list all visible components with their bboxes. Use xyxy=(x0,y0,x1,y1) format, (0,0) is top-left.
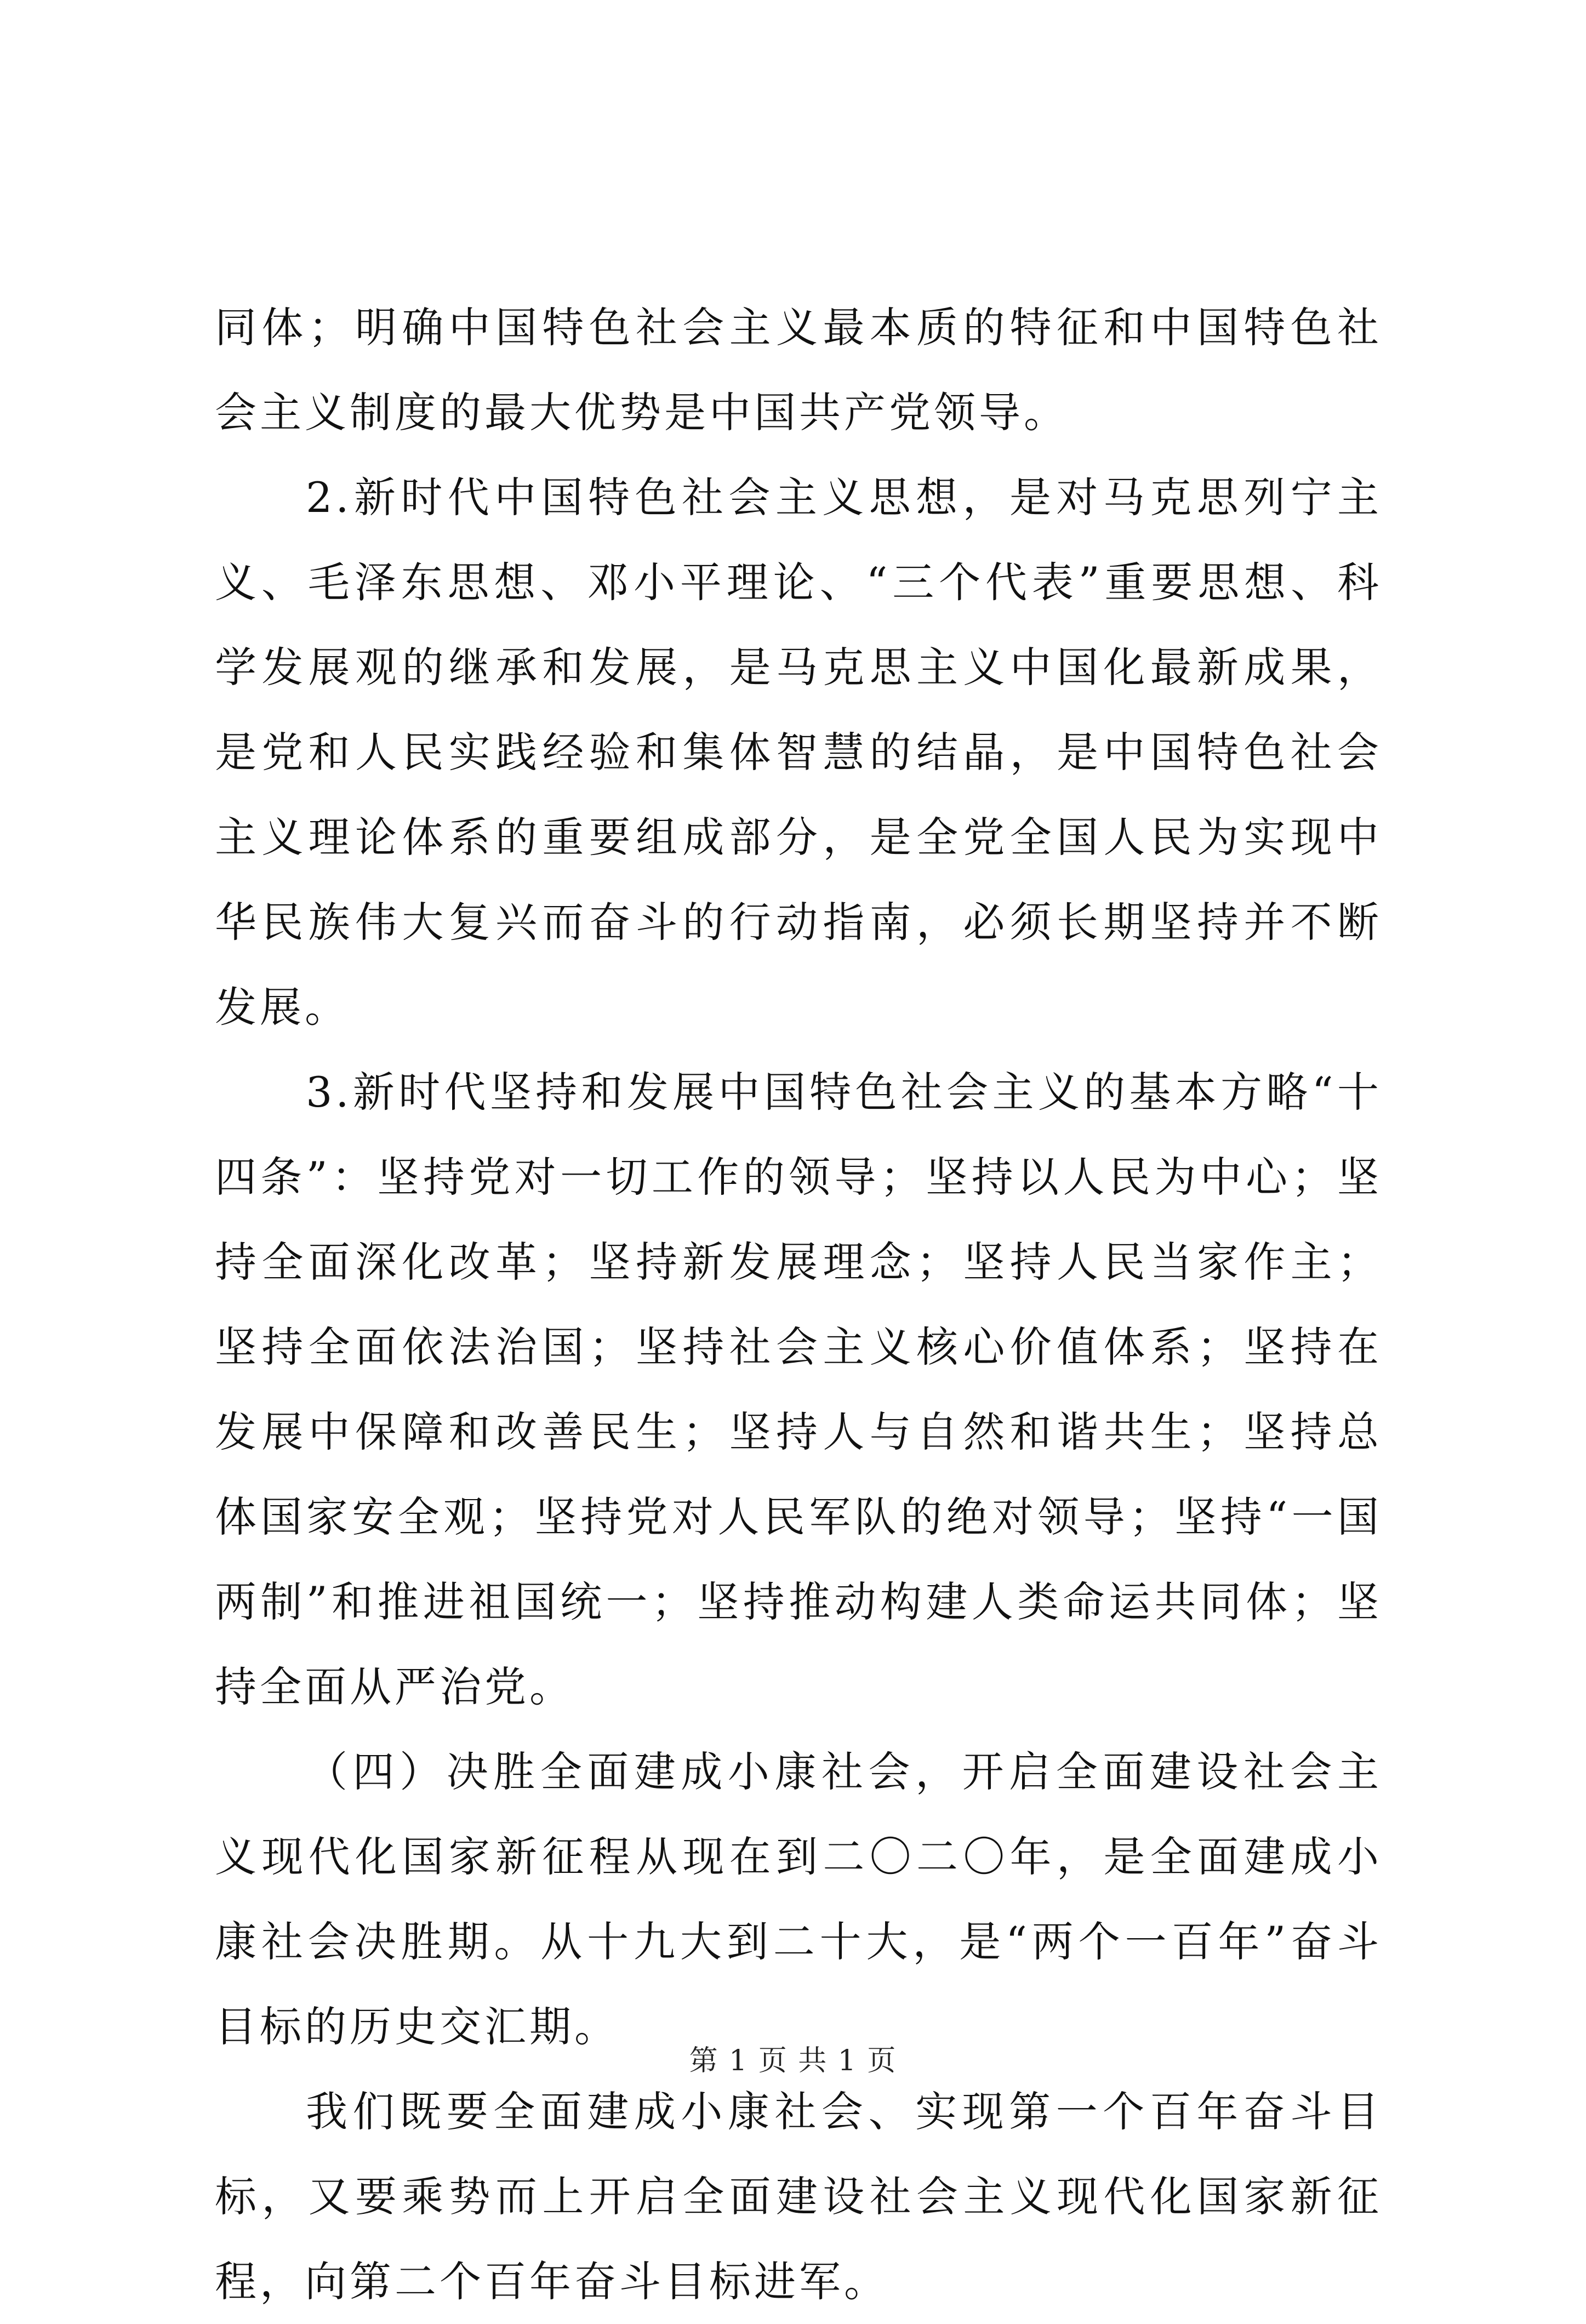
document-body xyxy=(215,285,1382,2324)
paragraph-continuation: 同体；明确中国特色社会主义最本质的特征和中国特色社会主义制度的最大优势是中国共产党领导。 xyxy=(215,303,1382,437)
paragraph-closing: 我们既要全面建成小康社会、实现第一个百年奋斗目标，又要乘势而上开启全面建设社会主义现代化国家新征程，向第二个百年奋斗目标进军。 xyxy=(215,2087,1382,2306)
paragraph-item-3: 3.新时代坚持和发展中国特色社会主义的基本方略“十四条”：坚持党对一切工作的领导；坚持以人民为中心；坚持全面深化改革；坚持新发展理念；坚持人民当家作主；坚持全面依法治国；坚持社会主义核心价值体系；坚持在发展中保障和改善民生；坚持人与自然和谐共生；坚持总体国家安全观；坚持党对人民军队的绝对领导；坚持“一国两制”和推进祖国统一；坚持推动构建人类命运共同体；坚持全面从严治党。 xyxy=(215,1068,1382,1711)
page-number-footer: 第 1 页 共 1 页 xyxy=(689,2044,897,2077)
paragraph-item-2: 2.新时代中国特色社会主义思想，是对马克思列宁主义、毛泽东思想、邓小平理论、“三个代表”重要思想、科学发展观的继承和发展，是马克思主义中国化最新成果，是党和人民实践经验和集体智慧的结晶，是中国特色社会主义理论体系的重要组成部分，是全党全国人民为实现中华民族伟大复兴而奋斗的行动指南，必须长期坚持并不断发展。 xyxy=(215,473,1382,1032)
paragraph-section-4: （四）决胜全面建成小康社会，开启全面建设社会主义现代化国家新征程从现在到二〇二〇年，是全面建成小康社会决胜期。从十九大到二十大，是“两个一百年”奋斗目标的历史交汇期。 xyxy=(215,1747,1382,2051)
